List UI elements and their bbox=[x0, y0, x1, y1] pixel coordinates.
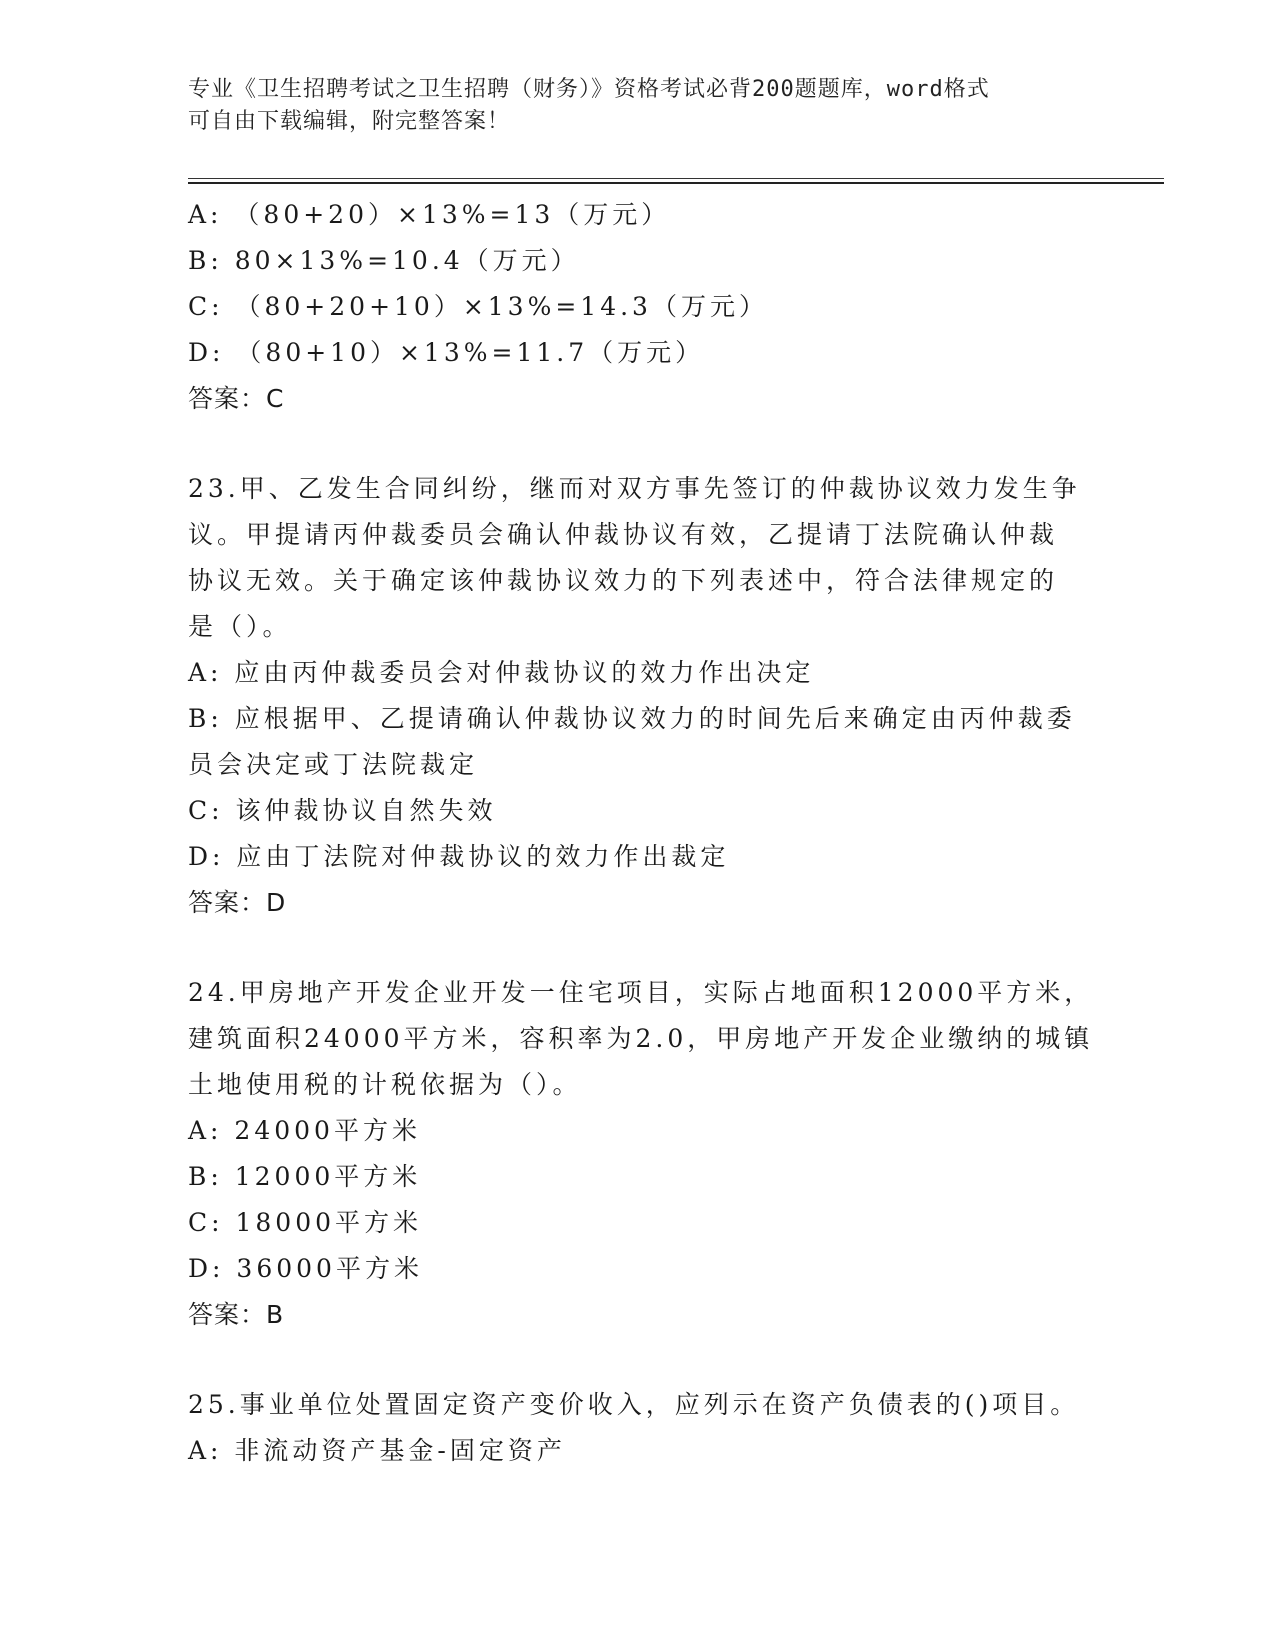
q24-stem-line-2: 建筑面积24000平方米，容积率为2.0，甲房地产开发企业缴纳的城镇 bbox=[188, 1024, 1094, 1053]
question-spacer bbox=[188, 1338, 1088, 1382]
q23-option-a: A: 应由丙仲裁委员会对仲裁协议的效力作出决定 bbox=[188, 658, 815, 687]
q23-option-b-line-2: 员会决定或丁法院裁定 bbox=[188, 750, 479, 779]
header-divider-thick bbox=[188, 182, 1164, 184]
header-title-line-1: 专业《卫生招聘考试之卫生招聘（财务）》资格考试必背200题题库，word格式 bbox=[188, 77, 990, 102]
header-title-line-2: 可自由下载编辑，附完整答案！ bbox=[188, 109, 511, 134]
q23-option-c: C: 该仲裁协议自然失效 bbox=[188, 796, 497, 825]
q22-option-a: A: （80+20）×13%=13（万元） bbox=[188, 200, 671, 229]
q23-stem-line-3: 协议无效。关于确定该仲裁协议效力的下列表述中，符合法律规定的 bbox=[188, 566, 1059, 595]
question-list bbox=[188, 192, 1094, 1474]
q24-stem-line-1: 24.甲房地产开发企业开发一住宅项目，实际占地面积12000平方米， bbox=[188, 978, 1094, 1007]
q25-option-a: A: 非流动资产基金-固定资产 bbox=[188, 1436, 566, 1465]
q23-answer: 答案：D bbox=[188, 888, 287, 917]
q22-answer: 答案：C bbox=[188, 384, 285, 413]
question-23 bbox=[188, 466, 1088, 926]
q23-option-d: D: 应由丁法院对仲裁协议的效力作出裁定 bbox=[188, 842, 730, 871]
q24-option-a: A: 24000平方米 bbox=[188, 1116, 421, 1145]
question-spacer bbox=[188, 926, 1088, 970]
q24-answer: 答案：B bbox=[188, 1300, 285, 1329]
q23-stem-line-2: 议。甲提请丙仲裁委员会确认仲裁协议有效，乙提请丁法院确认仲裁 bbox=[188, 520, 1059, 549]
question-25 bbox=[188, 1382, 1088, 1474]
q24-option-d: D: 36000平方米 bbox=[188, 1254, 423, 1283]
question-spacer bbox=[188, 422, 1088, 466]
q22-option-d: D: （80+10）×13%=11.7（万元） bbox=[188, 338, 705, 367]
document-header bbox=[188, 74, 1068, 138]
question-24 bbox=[188, 970, 1094, 1338]
q25-stem: 25.事业单位处置固定资产变价收入，应列示在资产负债表的()项目。 bbox=[188, 1390, 1080, 1419]
q22-option-b: B: 80×13%=10.4（万元） bbox=[188, 246, 580, 275]
header-divider-thin bbox=[188, 178, 1164, 179]
question-22 bbox=[188, 192, 1088, 422]
q24-stem-line-3: 土地使用税的计税依据为（）。 bbox=[188, 1070, 582, 1099]
q22-option-c: C: （80+20+10）×13%=14.3（万元） bbox=[188, 292, 768, 321]
q24-option-c: C: 18000平方米 bbox=[188, 1208, 423, 1237]
q24-option-b: B: 12000平方米 bbox=[188, 1162, 422, 1191]
q23-stem-line-4: 是（）。 bbox=[188, 612, 292, 641]
q23-option-b-line-1: B: 应根据甲、乙提请确认仲裁协议效力的时间先后来确定由丙仲裁委 bbox=[188, 704, 1076, 733]
q23-stem-line-1: 23.甲、乙发生合同纠纷，继而对双方事先签订的仲裁协议效力发生争 bbox=[188, 474, 1081, 503]
